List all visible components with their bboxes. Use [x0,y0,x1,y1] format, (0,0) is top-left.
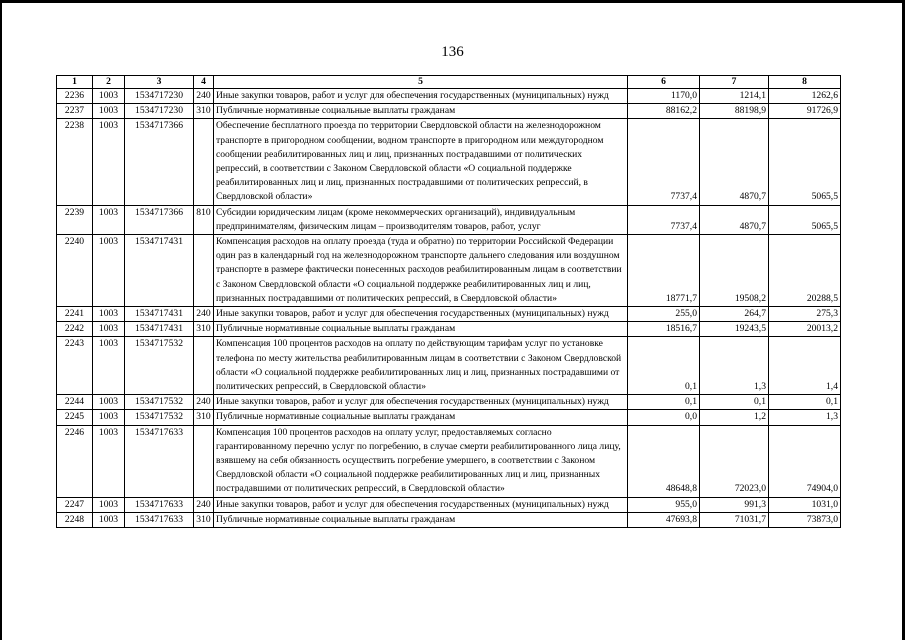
description-cell: Публичные нормативные социальные выплаты гражданам [214,104,628,119]
section-code-cell: 1003 [93,337,125,395]
amount-col8-cell: 0,1 [769,395,841,410]
amount-col6-cell: 88162,2 [628,104,700,119]
budget-table [56,75,841,528]
expense-type-cell: 240 [194,497,214,512]
target-code-cell: 1534717431 [125,322,194,337]
table-row [57,205,841,234]
description-cell: Публичные нормативные социальные выплаты гражданам [214,322,628,337]
description-cell: Иные закупки товаров, работ и услуг для обеспечения государственных (муниципальных) нужд [214,307,628,322]
amount-col6-cell: 18771,7 [628,235,700,307]
column-header: 3 [125,76,194,89]
description-cell: Иные закупки товаров, работ и услуг для обеспечения государственных (муниципальных) нужд [214,89,628,104]
column-header: 7 [700,76,769,89]
amount-col6-cell: 18516,7 [628,322,700,337]
row-number-cell: 2246 [57,425,93,497]
amount-col7-cell: 1,2 [700,410,769,425]
amount-col8-cell: 74904,0 [769,425,841,497]
row-number-cell: 2243 [57,337,93,395]
amount-col6-cell: 0,0 [628,410,700,425]
target-code-cell: 1534717431 [125,307,194,322]
description-cell: Иные закупки товаров, работ и услуг для обеспечения государственных (муниципальных) нужд [214,395,628,410]
expense-type-cell: 310 [194,104,214,119]
amount-col7-cell: 1,3 [700,337,769,395]
section-code-cell: 1003 [93,307,125,322]
table-row [57,395,841,410]
amount-col8-cell: 5065,5 [769,119,841,205]
expense-type-cell: 310 [194,322,214,337]
row-number-cell: 2248 [57,512,93,527]
amount-col7-cell: 88198,9 [700,104,769,119]
description-cell: Компенсация 100 процентов расходов на оплату услуг, предоставляемых согласно гарантированному перечню услуг по погребению, в случае смерти реабилитированного лица лицу, взявшему на себя обязанность осуществить погребение умершего, в соответствии с Законом Свердловской области «О социальной поддержке реабилитированных лиц и лиц, признанных пострадавшими от политических репрессий, в Свердловской области» [214,425,628,497]
column-header: 4 [194,76,214,89]
table-row [57,235,841,307]
row-number-cell: 2242 [57,322,93,337]
table-row [57,337,841,395]
section-code-cell: 1003 [93,425,125,497]
description-cell: Публичные нормативные социальные выплаты гражданам [214,410,628,425]
section-code-cell: 1003 [93,322,125,337]
section-code-cell: 1003 [93,89,125,104]
row-number-cell: 2240 [57,235,93,307]
amount-col8-cell: 20288,5 [769,235,841,307]
amount-col8-cell: 73873,0 [769,512,841,527]
target-code-cell: 1534717431 [125,235,194,307]
target-code-cell: 1534717633 [125,425,194,497]
target-code-cell: 1534717230 [125,89,194,104]
section-code-cell: 1003 [93,104,125,119]
amount-col7-cell: 0,1 [700,395,769,410]
amount-col8-cell: 20013,2 [769,322,841,337]
amount-col6-cell: 1170,0 [628,89,700,104]
expense-type-cell: 310 [194,410,214,425]
section-code-cell: 1003 [93,235,125,307]
row-number-cell: 2244 [57,395,93,410]
expense-type-cell: 240 [194,395,214,410]
target-code-cell: 1534717532 [125,337,194,395]
row-number-cell: 2239 [57,205,93,234]
table-row [57,89,841,104]
row-number-cell: 2241 [57,307,93,322]
amount-col6-cell: 47693,8 [628,512,700,527]
section-code-cell: 1003 [93,205,125,234]
row-number-cell: 2247 [57,497,93,512]
section-code-cell: 1003 [93,410,125,425]
description-cell: Компенсация расходов на оплату проезда (туда и обратно) по территории Российской Федерации один раз в календарный год на железнодорожном транспорте дальнего следования или воздушном транспорте в размере фактически понесенных расходов реабилитированным лицам в соответствии с Законом Свердловской области «О социальной поддержке реабилитированных лиц и лиц, признанных пострадавшими от политических репрессий, в Свердловской области» [214,235,628,307]
amount-col7-cell: 4870,7 [700,119,769,205]
row-number-cell: 2236 [57,89,93,104]
description-cell: Компенсация 100 процентов расходов на оплату по действующим тарифам услуг по установке телефона по месту жительства реабилитированным лицам в соответствии с Законом Свердловской области «О социальной поддержке реабилитированных лиц и лиц, признанных пострадавшими от политических репрессий, в Свердловской области» [214,337,628,395]
target-code-cell: 1534717633 [125,497,194,512]
expense-type-cell [194,119,214,205]
table-row [57,322,841,337]
table-body [57,89,841,528]
expense-type-cell [194,337,214,395]
amount-col6-cell: 0,1 [628,395,700,410]
section-code-cell: 1003 [93,119,125,205]
expense-type-cell: 810 [194,205,214,234]
description-cell: Публичные нормативные социальные выплаты гражданам [214,512,628,527]
row-number-cell: 2237 [57,104,93,119]
header-row [57,76,841,89]
description-cell: Субсидии юридическим лицам (кроме некоммерческих организаций), индивидуальным предпринимателям, физическим лицам – производителям товаров, работ, услуг [214,205,628,234]
amount-col8-cell: 1,4 [769,337,841,395]
table-row [57,104,841,119]
amount-col8-cell: 275,3 [769,307,841,322]
target-code-cell: 1534717532 [125,395,194,410]
amount-col8-cell: 1031,0 [769,497,841,512]
amount-col6-cell: 955,0 [628,497,700,512]
amount-col7-cell: 72023,0 [700,425,769,497]
row-number-cell: 2238 [57,119,93,205]
column-header: 5 [214,76,628,89]
amount-col7-cell: 991,3 [700,497,769,512]
amount-col6-cell: 48648,8 [628,425,700,497]
page-frame-left [0,0,2,640]
column-header: 2 [93,76,125,89]
row-number-cell: 2245 [57,410,93,425]
table-row [57,410,841,425]
section-code-cell: 1003 [93,497,125,512]
table-row [57,425,841,497]
column-header: 6 [628,76,700,89]
section-code-cell: 1003 [93,512,125,527]
target-code-cell: 1534717633 [125,512,194,527]
description-cell: Обеспечение бесплатного проезда по территории Свердловской области на железнодорожном транспорте в пригородном сообщении, водном транспорте в пригородном или междугородном сообщении реабилитированных лиц и лиц, признанных пострадавшими от политических репрессий, в соответствии с Законом Свердловской области «О социальной поддержке реабилитированных лиц и лиц, признанных пострадавшими от политических репрессий, в Свердловской области» [214,119,628,205]
amount-col8-cell: 1,3 [769,410,841,425]
description-cell: Иные закупки товаров, работ и услуг для обеспечения государственных (муниципальных) нужд [214,497,628,512]
expense-type-cell: 310 [194,512,214,527]
amount-col7-cell: 4870,7 [700,205,769,234]
amount-col8-cell: 5065,5 [769,205,841,234]
amount-col7-cell: 19508,2 [700,235,769,307]
table-row [57,512,841,527]
target-code-cell: 1534717230 [125,104,194,119]
target-code-cell: 1534717532 [125,410,194,425]
section-code-cell: 1003 [93,395,125,410]
amount-col7-cell: 1214,1 [700,89,769,104]
amount-col6-cell: 7737,4 [628,205,700,234]
amount-col8-cell: 91726,9 [769,104,841,119]
target-code-cell: 1534717366 [125,205,194,234]
page-number: 136 [441,44,464,60]
table-row [57,307,841,322]
amount-col7-cell: 19243,5 [700,322,769,337]
amount-col6-cell: 7737,4 [628,119,700,205]
amount-col8-cell: 1262,6 [769,89,841,104]
amount-col7-cell: 264,7 [700,307,769,322]
page-frame-top [0,0,905,3]
table-row [57,497,841,512]
expense-type-cell [194,235,214,307]
expense-type-cell: 240 [194,89,214,104]
expense-type-cell [194,425,214,497]
column-header: 1 [57,76,93,89]
table-row [57,119,841,205]
amount-col7-cell: 71031,7 [700,512,769,527]
target-code-cell: 1534717366 [125,119,194,205]
expense-type-cell: 240 [194,307,214,322]
amount-col6-cell: 255,0 [628,307,700,322]
column-header: 8 [769,76,841,89]
amount-col6-cell: 0,1 [628,337,700,395]
